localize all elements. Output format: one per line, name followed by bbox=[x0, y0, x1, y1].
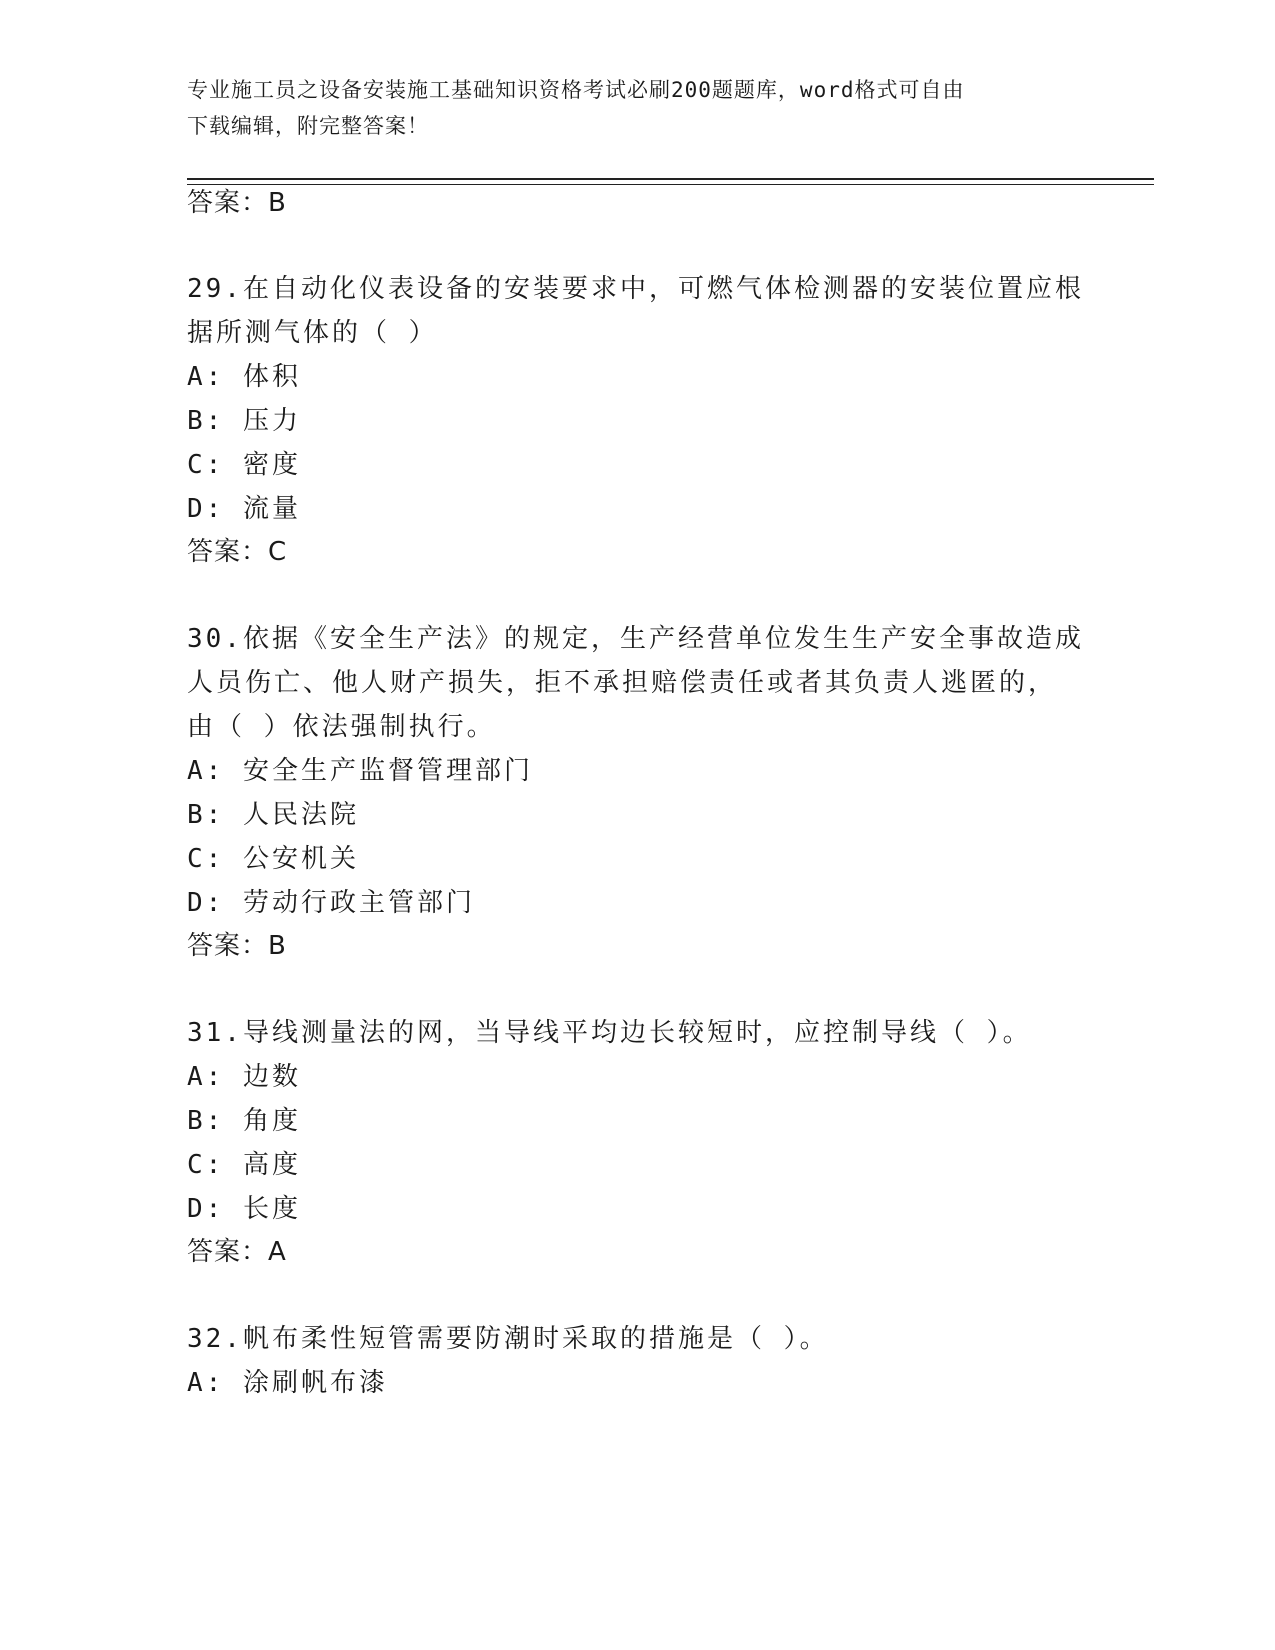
header-divider-thin bbox=[187, 184, 1154, 185]
q31-option-d: D: 长度 bbox=[187, 1194, 301, 1224]
q29-option-b: B: 压力 bbox=[187, 406, 301, 436]
q29-stem-line-2: 据所测气体的（ ） bbox=[187, 318, 438, 348]
q30-option-b: B: 人民法院 bbox=[187, 800, 359, 830]
q30-option-c: C: 公安机关 bbox=[187, 844, 359, 874]
q29-option-d: D: 流量 bbox=[187, 494, 301, 524]
document-header bbox=[187, 72, 1087, 144]
q31-stem-line-1: 31.导线测量法的网，当导线平均边长较短时，应控制导线（ ）。 bbox=[187, 1018, 1032, 1048]
q31-option-a: A: 边数 bbox=[187, 1062, 301, 1092]
q32-stem-line-1: 32.帆布柔性短管需要防潮时采取的措施是（ ）。 bbox=[187, 1324, 829, 1354]
q29-option-c: C: 密度 bbox=[187, 450, 301, 480]
q29-answer: 答案：C bbox=[187, 537, 288, 567]
q31-option-c: C: 高度 bbox=[187, 1150, 301, 1180]
q30-option-a: A: 安全生产监督管理部门 bbox=[187, 756, 533, 786]
previous-answer: 答案：B bbox=[187, 188, 287, 218]
q30-answer: 答案：B bbox=[187, 931, 287, 961]
q30-option-d: D: 劳动行政主管部门 bbox=[187, 888, 475, 918]
q29-option-a: A: 体积 bbox=[187, 362, 301, 392]
q30-stem-line-2: 人员伤亡、他人财产损失，拒不承担赔偿责任或者其负责人逃匿的， bbox=[187, 668, 1058, 698]
header-divider-thick bbox=[187, 178, 1154, 180]
q31-option-b: B: 角度 bbox=[187, 1106, 301, 1136]
header-line-1: 专业施工员之设备安装施工基础知识资格考试必刷200题题库，word格式可自由 bbox=[187, 78, 965, 102]
header-line-2: 下载编辑，附完整答案！ bbox=[187, 114, 429, 138]
q29-stem-line-1: 29.在自动化仪表设备的安装要求中，可燃气体检测器的安装位置应根 bbox=[187, 274, 1084, 304]
q31-answer: 答案：A bbox=[187, 1237, 287, 1267]
q32-option-a: A: 涂刷帆布漆 bbox=[187, 1368, 388, 1398]
q30-stem-line-1: 30.依据《安全生产法》的规定，生产经营单位发生生产安全事故造成 bbox=[187, 624, 1084, 654]
q30-stem-line-3: 由（ ）依法强制执行。 bbox=[187, 712, 496, 742]
